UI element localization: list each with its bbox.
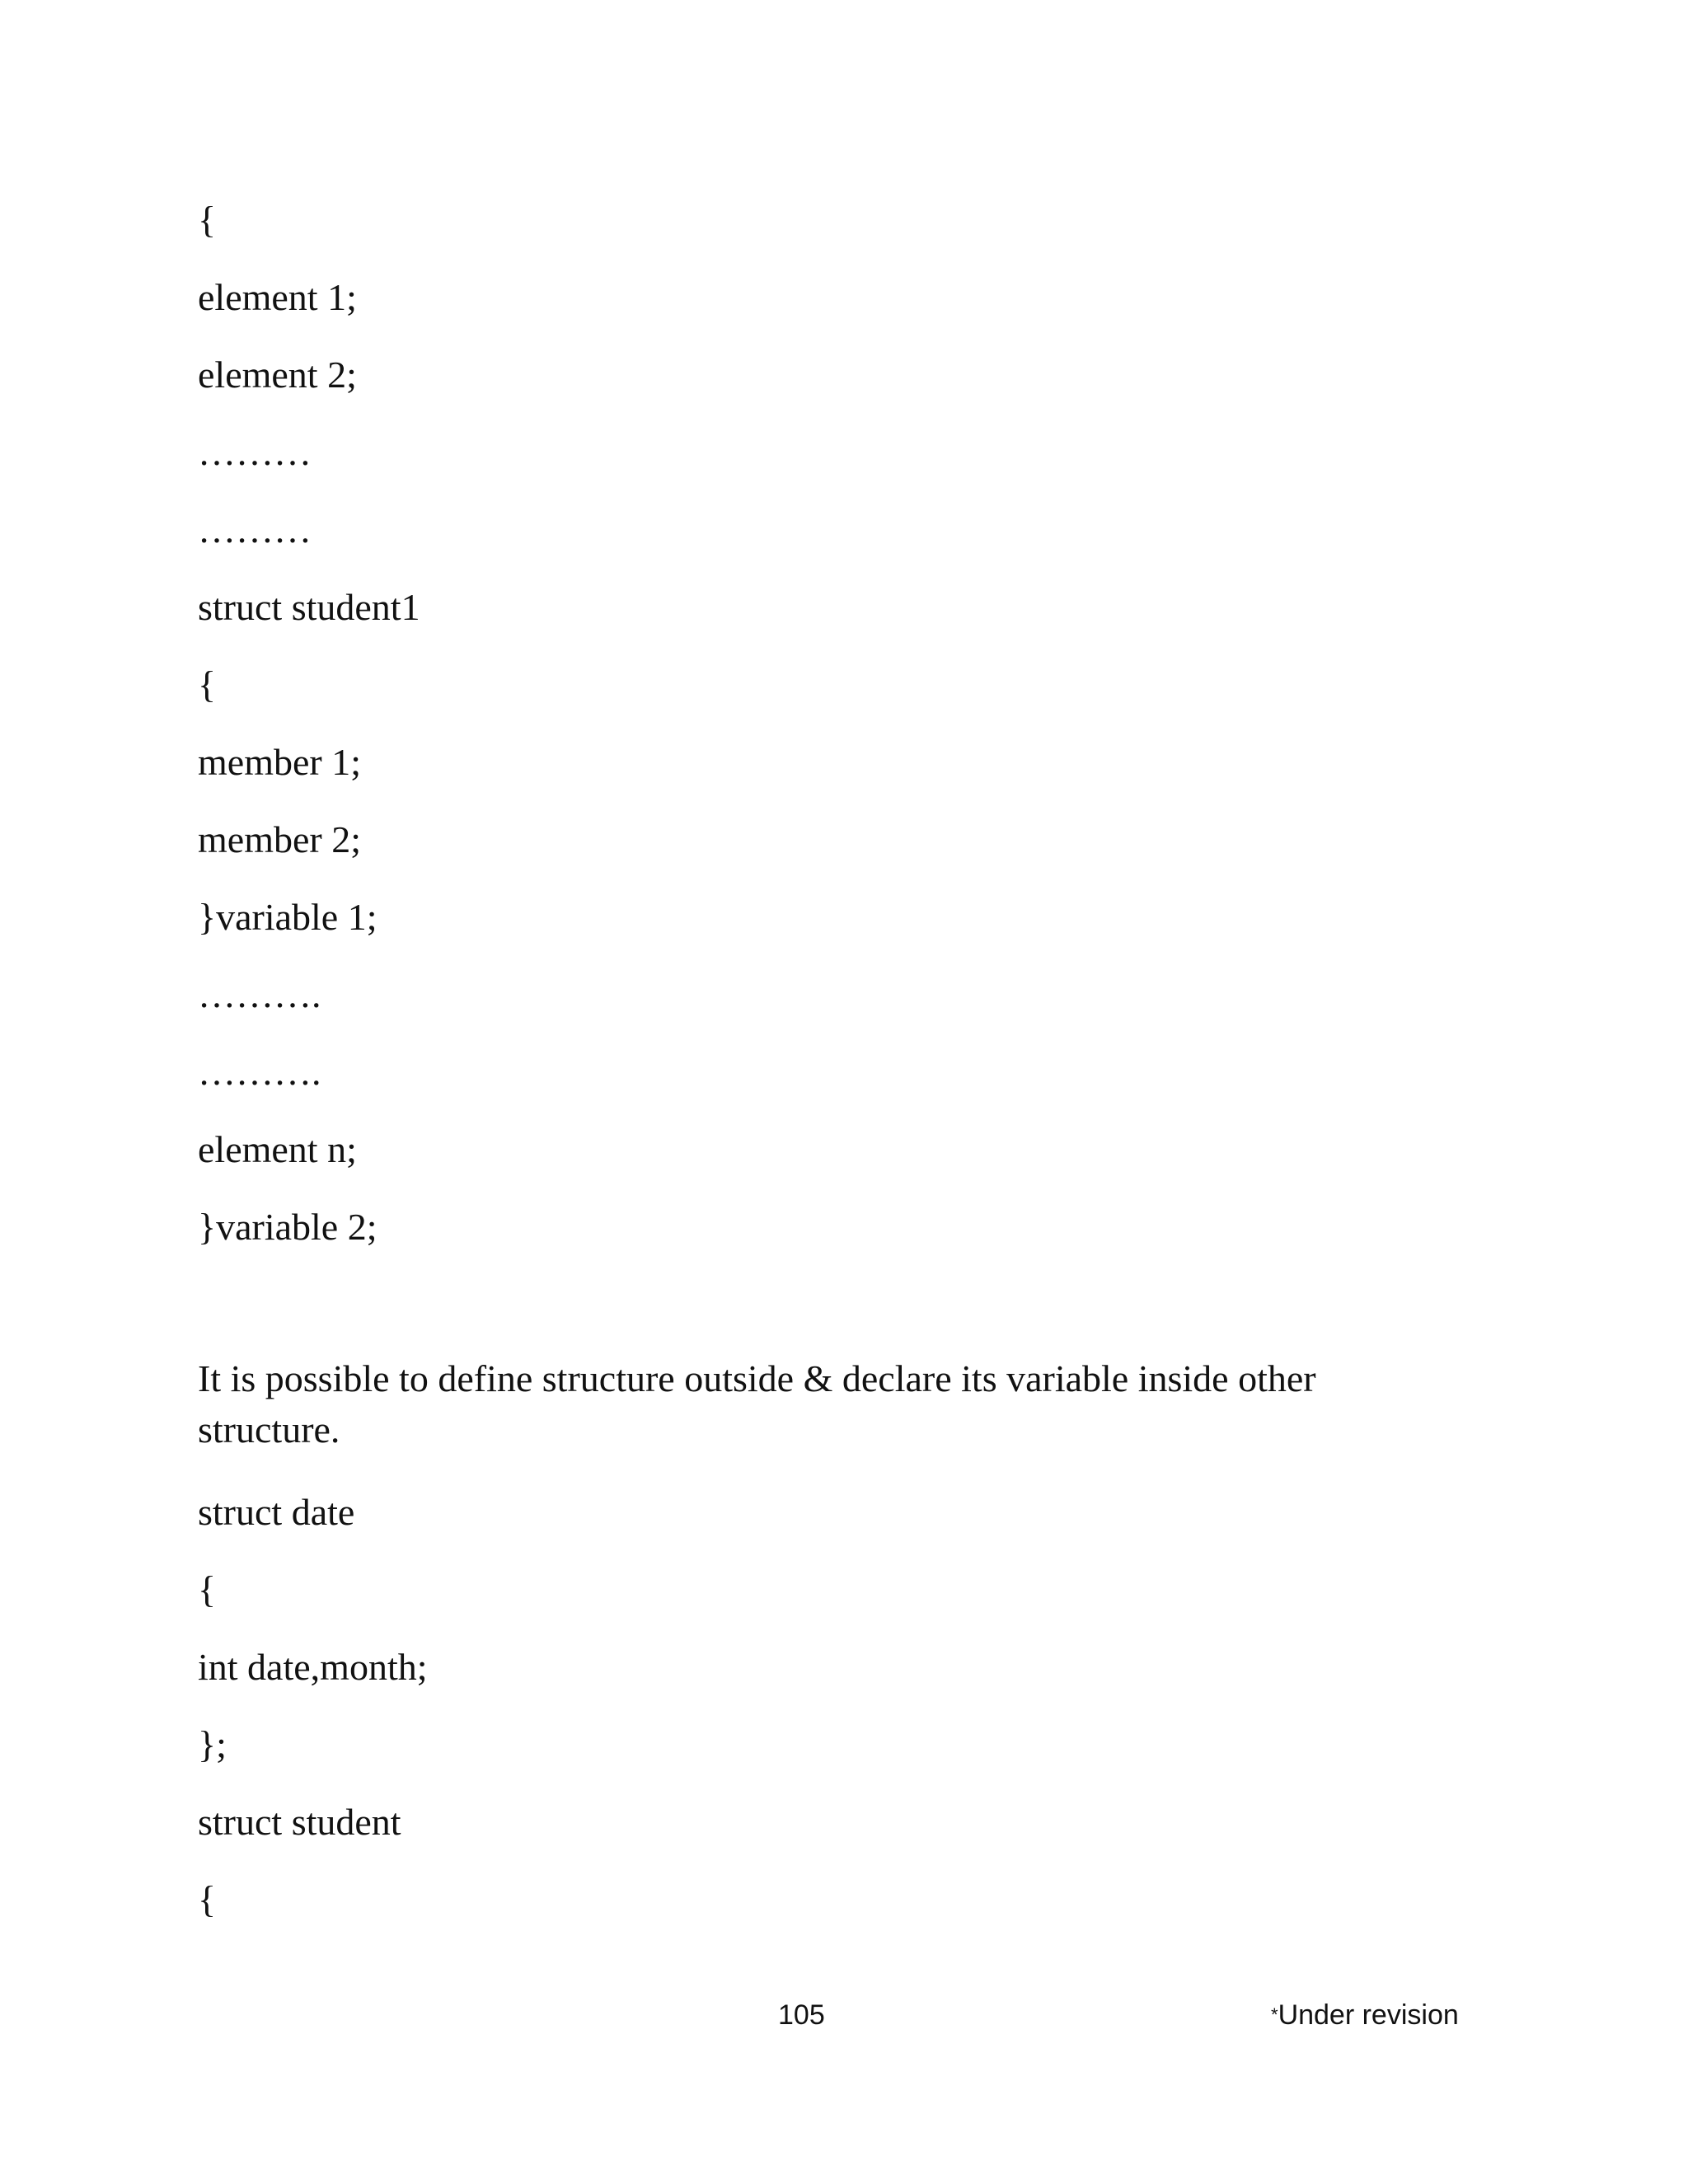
- code-line: ………: [198, 509, 312, 551]
- code-line: int date,month;: [198, 1646, 428, 1688]
- code-line: struct student1: [198, 586, 420, 628]
- code-line: struct student: [198, 1801, 401, 1843]
- note-marker: *: [1271, 2004, 1278, 2025]
- code-line: struct date: [198, 1491, 355, 1533]
- body-paragraph: It is possible to define structure outside & declare its variable inside other structure.: [198, 1357, 1316, 1451]
- code-line: ……….: [198, 1051, 321, 1093]
- code-line: {: [198, 199, 217, 241]
- note-text: Under revision: [1278, 1999, 1459, 2031]
- code-line: {: [198, 663, 217, 705]
- code-line: }variable 1;: [198, 896, 377, 938]
- code-line: member 1;: [198, 741, 361, 783]
- code-line: }variable 2;: [198, 1206, 377, 1248]
- code-line: member 2;: [198, 818, 361, 860]
- code-line: };: [198, 1723, 227, 1765]
- code-line: {: [198, 1568, 217, 1610]
- code-line: ……….: [198, 973, 321, 1015]
- revision-note: [1271, 2001, 1459, 2029]
- page-number: 105: [778, 1999, 825, 2031]
- code-line: ………: [198, 431, 312, 473]
- code-line: element 2;: [198, 354, 357, 396]
- code-line: element 1;: [198, 276, 357, 318]
- code-line: {: [198, 1878, 217, 1920]
- code-line: element n;: [198, 1128, 357, 1170]
